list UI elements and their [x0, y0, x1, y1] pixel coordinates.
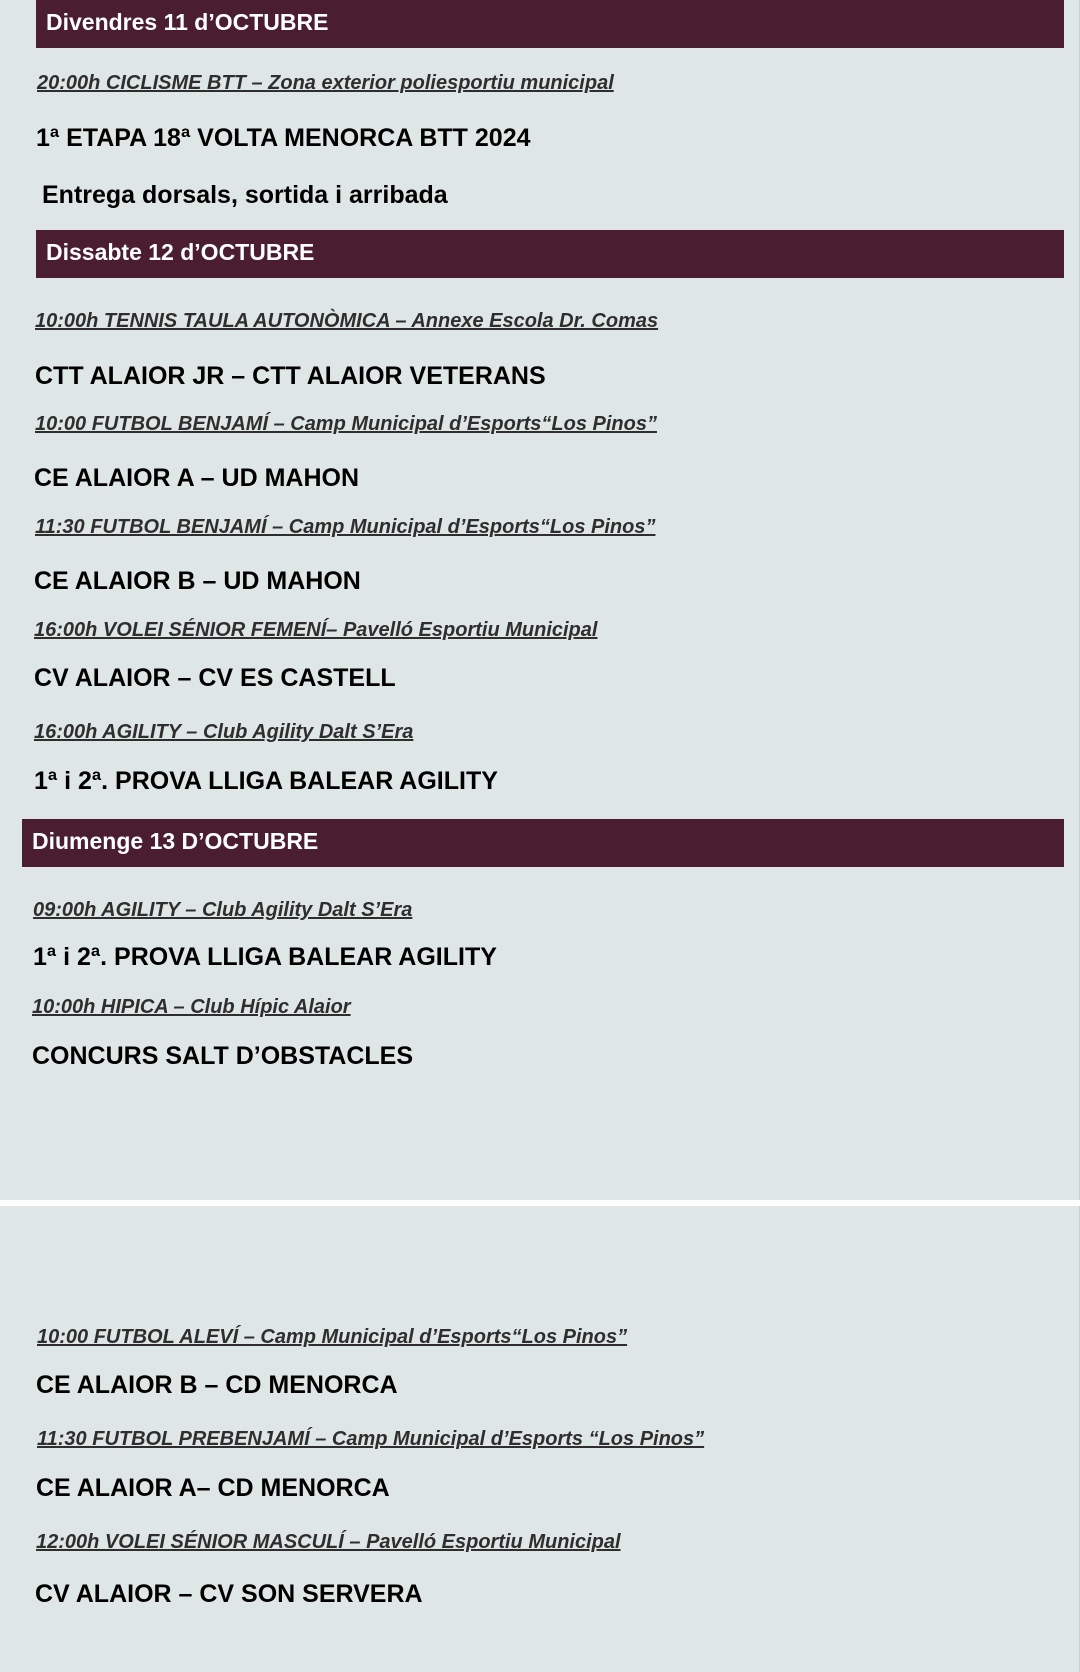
- event-info: 16:00h AGILITY – Club Agility Dalt S’Era: [34, 721, 414, 743]
- schedule-page-2: [0, 1206, 1080, 1672]
- event-subtitle: Entrega dorsals, sortida i arribada: [42, 181, 448, 209]
- event-title: 1ª ETAPA 18ª VOLTA MENORCA BTT 2024: [36, 124, 531, 152]
- event-title: CONCURS SALT D’OBSTACLES: [32, 1042, 414, 1070]
- event-info: 09:00h AGILITY – Club Agility Dalt S’Era: [33, 899, 413, 921]
- event-info: 11:30 FUTBOL BENJAMÍ – Camp Municipal d’Esports“Los Pinos”: [35, 516, 656, 538]
- event-title: CE ALAIOR A – UD MAHON: [34, 464, 359, 492]
- event-title: CE ALAIOR B – CD MENORCA: [36, 1371, 398, 1399]
- event-info: 10:00 FUTBOL ALEVÍ – Camp Municipal d’Esports“Los Pinos”: [37, 1326, 628, 1348]
- day-header-saturday: Dissabte 12 d’OCTUBRE: [36, 230, 1064, 278]
- event-info: 10:00h HIPICA – Club Hípic Alaior: [32, 996, 351, 1018]
- event-title: CV ALAIOR – CV ES CASTELL: [34, 664, 396, 692]
- event-title: 1ª i 2ª. PROVA LLIGA BALEAR AGILITY: [34, 767, 498, 795]
- event-title: CV ALAIOR – CV SON SERVERA: [35, 1580, 423, 1608]
- event-info: 11:30 FUTBOL PREBENJAMÍ – Camp Municipal d’Esports “Los Pinos”: [37, 1428, 705, 1450]
- day-header-sunday: Diumenge 13 D’OCTUBRE: [22, 819, 1064, 867]
- event-info: 10:00h TENNIS TAULA AUTONÒMICA – Annexe Escola Dr. Comas: [35, 310, 659, 332]
- event-info: 10:00 FUTBOL BENJAMÍ – Camp Municipal d’Esports“Los Pinos”: [35, 413, 657, 435]
- event-info: 12:00h VOLEI SÉNIOR MASCULÍ – Pavelló Esportiu Municipal: [36, 1531, 621, 1553]
- event-info: 16:00h VOLEI SÉNIOR FEMENÍ– Pavelló Esportiu Municipal: [34, 619, 598, 641]
- event-title: 1ª i 2ª. PROVA LLIGA BALEAR AGILITY: [33, 943, 497, 971]
- event-title: CTT ALAIOR JR – CTT ALAIOR VETERANS: [35, 362, 546, 390]
- event-title: CE ALAIOR B – UD MAHON: [34, 567, 361, 595]
- event-info: 20:00h CICLISME BTT – Zona exterior poliesportiu municipal: [37, 72, 614, 94]
- day-header-friday: Divendres 11 d’OCTUBRE: [36, 0, 1064, 48]
- event-title: CE ALAIOR A– CD MENORCA: [36, 1474, 390, 1502]
